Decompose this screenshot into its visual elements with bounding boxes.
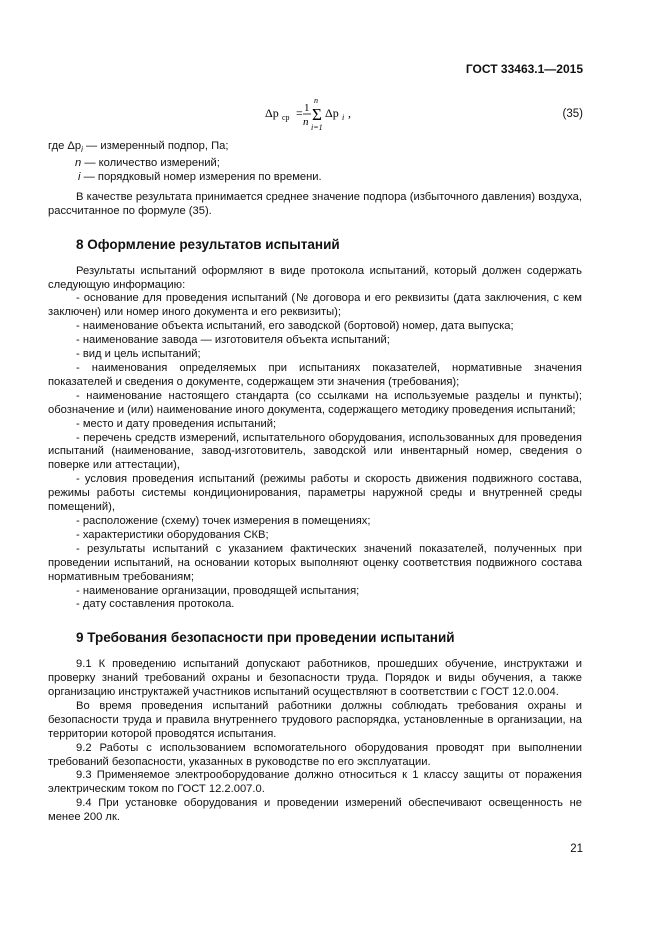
paragraph-9-1-cont: Во время проведения испытаний работники должны соблюдать требования охраны и безопасности труда и правила внутреннего трудового распорядка, установленные в организации, на территории которой проводятся испытания. — [48, 699, 582, 740]
section-9-heading: 9 Требования безопасности при проведении испытаний — [76, 630, 455, 646]
standard-code: ГОСТ 33463.1—2015 — [465, 62, 583, 76]
sigma-icon: Σ — [312, 105, 322, 124]
main-content — [48, 140, 582, 825]
list-item: - дату составления протокола. — [76, 598, 235, 611]
list-item: - место и дату проведения испытаний; — [76, 417, 277, 430]
formula-frac-den: n — [303, 116, 309, 128]
formula-sum-upper: n — [314, 96, 318, 105]
list-item: - наименование завода — изготовителя объекта испытаний; — [76, 334, 390, 347]
where-line-2: n — количество измерений; — [75, 157, 220, 170]
formula-eq: = — [296, 106, 303, 120]
list-item: - условия проведения испытаний (режимы работы и скорость движения подвижного состава, режимы работы системы кондиционирования, параметры наружной среды и внутренней среды помещений), — [48, 473, 582, 514]
list-item: - наименование организации, проводящей испытания; — [76, 584, 360, 597]
list-item: - вид и цель испытаний; — [76, 348, 201, 361]
list-item: - перечень средств измерений, испытательного оборудования, использованных для проведения испытаний (наименование, завод-изготовитель, заводской или инвентарный номер, сведения о поверке или аттестации), — [48, 431, 582, 472]
section-8-intro: Результаты испытаний оформляют в виде протокола испытаний, который должен содержать следующую информацию: — [48, 264, 582, 291]
list-item: - основание для проведения испытаний (№ договора и его реквизиты (дата заключения, с кем заключен) или номер иного документа и его реквизиты); — [48, 292, 582, 319]
paragraph-9-4: 9.4 При установке оборудования и проведении измерений обеспечивают освещенность не менее 200 лк. — [48, 797, 582, 824]
section-8-heading: 8 Оформление результатов испытаний — [76, 236, 340, 252]
formula-frac-num: 1 — [304, 102, 310, 114]
list-item: - наименование настоящего стандарта (со ссылками на используемые разделы и пункты); обозначение и (или) наименование иного документа, содержащего методику проведения испытаний; — [48, 389, 582, 416]
list-item: - наименование объекта испытаний, его заводской (бортовой) номер, дата выпуска; — [76, 320, 514, 333]
formula-lhs-sub: ср — [282, 113, 290, 122]
formula-sum-lower: i=1 — [311, 123, 323, 132]
where-line-1: где $\Delta p_i$ — измеренный подпор, Па; — [48, 140, 229, 155]
formula-term-sub: i — [342, 113, 345, 122]
formula-trail: , — [348, 106, 351, 120]
paragraph-9-1: 9.1 К проведению испытаний допускают работников, прошедших обучение, инструктажи и проверку знаний требований охраны и безопасности труда. Порядок и виды обучения, а также организацию инструктажей участников испытаний осуществляют в соответствии с ГОСТ 12.0.004. — [48, 658, 582, 699]
paragraph-9-2: 9.2 Работы с использованием вспомогательного оборудования проводят при выполнении требований безопасности, указанных в руководстве по его эксплуатации. — [48, 741, 582, 768]
formula-number: (35) — [562, 108, 583, 120]
paragraph-9-3: 9.3 Применяемое электрооборудование должно относиться к 1 классу защиты от поражения электрическим током по ГОСТ 12.2.007.0. — [48, 769, 582, 796]
list-item: - характеристики оборудования СКВ; — [76, 528, 269, 541]
formula-term: Δp — [325, 106, 339, 120]
formula-lhs: Δp — [265, 106, 279, 120]
list-item: - наименования определяемых при испытаниях показателей, нормативные значения показателей и сведения о документе, содержащем эти значения (требования); — [48, 362, 582, 388]
list-item: - результаты испытаний с указанием фактических значений показателей, полученных при проведении испытаний, на основании которых выполняют оценку соответствия подвижного состава нормативным требованиям; — [48, 542, 582, 583]
where-line-3: i — порядковый номер измерения по времени. — [78, 171, 322, 184]
result-paragraph: В качестве результата принимается среднее значение подпора (избыточного давления) воздуха, рассчитанное по формуле (35). — [48, 190, 582, 217]
page-number: 21 — [570, 843, 583, 855]
list-item: - расположение (схему) точек измерения в помещениях; — [76, 514, 371, 527]
